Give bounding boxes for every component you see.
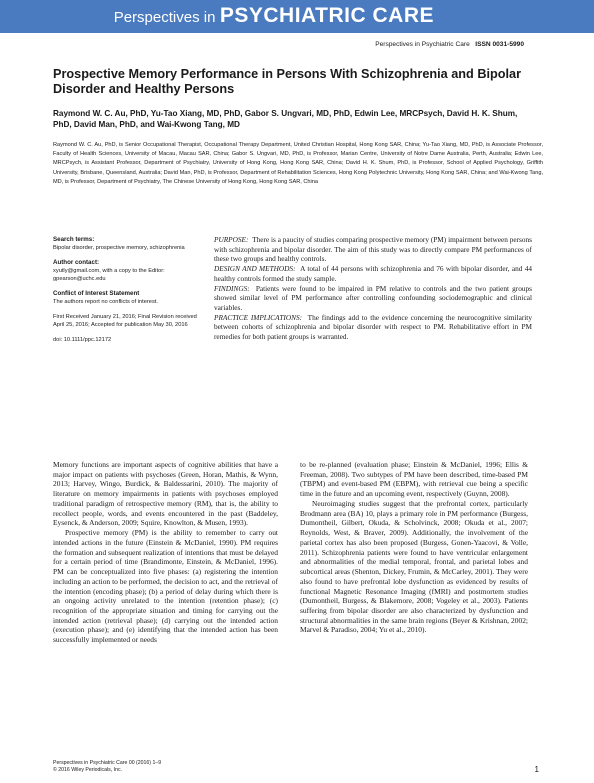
body-column-right xyxy=(300,460,528,635)
journal-logo-title: PSYCHIATRIC CARE xyxy=(219,4,434,27)
journal-issn: ISSN 0031-5990 xyxy=(475,41,524,48)
abstract-findings xyxy=(214,284,532,313)
abstract-purpose-text: There is a paucity of studies comparing prospective memory (PM) impairment between persons with schizophrenia and bipolar disorder. The aim of this study was to directly compare PM performances of these two groups and healthy controls. xyxy=(214,235,532,264)
body-column-left xyxy=(53,460,278,645)
conflict-block xyxy=(53,290,203,306)
abstract-practice-label: PRACTICE IMPLICATIONS: xyxy=(214,312,303,322)
journal-issn-line xyxy=(375,41,524,48)
article-authors: Raymond W. C. Au, PhD, Yu-Tao Xiang, MD, PhD, Gabor S. Ungvari, MD, PhD, Edwin Lee, MRCPsych, David H. K. Shum, PhD, David Man, PhD, and Wai-Kwong Tang, MD xyxy=(53,109,518,129)
abstract-practice xyxy=(214,313,532,342)
article-sidebar xyxy=(53,236,203,351)
journal-banner xyxy=(0,0,594,33)
conflict-heading: Conflict of Interest Statement xyxy=(53,290,140,297)
search-terms-heading: Search terms: xyxy=(53,236,95,243)
journal-logo xyxy=(114,4,434,28)
footer-citation: Perspectives in Psychiatric Care 00 (2016) 1–9 xyxy=(53,760,162,766)
page-footer xyxy=(53,760,161,774)
body-paragraph: Neuroimaging studies suggest that the prefrontal cortex, particularly Brodmann area (BA) 10, plays a primary role in PM performance (Burgess, Dumontheil, Gilbert, Okuda, & Scholvinck, 2008; Okuda et al., 2007; Reynolds, West, & Braver, 2009). Additionally, the involvement of the parietal cortex has also been proposed (Burgess, Gonen-Yaacovi, & Volle, 2011). Schizophrenia patients were found to have ventricular enlargement and abnormalities of the medial temporal, frontal, and parietal lobes and subcortical areas (Shenton, Dickey, Frumin, & McCarley, 2001). They were also found to have prefrontal lobe dysfunction as evidenced by results of functional Magnetic Resonance Imaging (fMRI) and postmortem studies (Dumontheil, Burgess, & Blakemore, 2008; Vogeley et al., 2003). Patients suffering from bipolar disorder are also characterized by dysfunction and structural abnormalities in the same brain regions (Beyer & Krishnan, 2002; Marvel & Paradiso, 2004; Yu et al., 2010). xyxy=(300,498,528,635)
abstract-findings-text: Patients were found to be impaired in PM relative to controls and the two patient groups showed similar level of PM performance after controlling confounding sociodemographic and clinical variables. xyxy=(214,283,532,312)
search-terms-block xyxy=(53,236,203,252)
author-affiliations: Raymond W. C. Au, PhD, is Senior Occupational Therapist, Occupational Therapy Department, United Christian Hospital, Hong Kong SAR, China; Yu-Tao Xiang, MD, PhD, is Associate Professor, Faculty of Health Sciences, University of Macau, Macau SAR, China; Gabor S. Ungvari, MD, PhD, is Professor, Marian Centre, University of Notre Dame Australia, Perth, Australia; Edwin Lee, MRCPsych, is Assistant Professor, Department of Psychiatry, University of Hong Kong, Hong Kong SAR, China; David H. K. Shum, PhD, is Professor, School of Applied Psychology, Griffith University, Brisbane, Queensland, Australia; David Man, PhD, is Professor, Department of Rehabilitation Sciences, Hong Kong Polytechnic University, Hong Kong SAR, China; and Wai-Kwong Tang, MD, is Professor, Department of Psychiatry, The Chinese University of Hong Kong, Hong Kong SAR, China xyxy=(53,142,543,185)
body-paragraph: Prospective memory (PM) is the ability to remember to carry out intended actions in the future (Einstein & McDaniel, 1990). PM requires the formation and subsequent realization of intentions that must be delayed for a certain period of time (Brandimonte, Einstein, & McDaniel, 1996). PM can be conceptualized into five phases: (a) registering the intention including an action to be performed, the decision to act, and the retrieval of the intention (encoding phase); (b) a period of delay during which there is an ongoing activity unrelated to the intention (retention phase); (c) recognition of the appropriate situation and timing for carrying out the intended action (retrieval phase); (d) carrying out the intended action (execution phase); and (e) identifying that the intended action has been successfully implemented or needs xyxy=(53,528,278,645)
conflict-statement: The authors report no conflicts of interest. xyxy=(53,299,158,305)
page-number: 1 xyxy=(534,765,539,774)
received-dates: First Received January 21, 2016; Final Revision received April 25, 2016; Accepted for publication May 30, 2016 xyxy=(53,314,197,328)
doi-link[interactable]: doi: 10.1111/ppc.12172 xyxy=(53,337,112,343)
abstract-findings-label: FINDINGS: xyxy=(214,283,250,293)
journal-name: Perspectives in Psychiatric Care xyxy=(375,41,470,48)
abstract-purpose xyxy=(214,235,532,264)
abstract-design-text: A total of 44 persons with schizophrenia and 76 with bipolar disorder, and 44 healthy controls formed the study sample. xyxy=(214,264,532,283)
body-paragraph: to be re-planned (evaluation phase; Einstein & McDaniel, 1996; Ellis & Freeman, 2008). Two subtypes of PM have been described, time-based PM (TBPM) and event-based PM (EBPM), with retrieval cue being a specific time in the future and an upcoming event, respectively (Guynn, 2008). xyxy=(300,460,528,499)
abstract-practice-text: The findings add to the evidence concerning the neurocognitive similarity between cohorts of schizophrenia and bipolar disorder with respect to PM. Rehabilitative effort in PM remedies for both patient groups is warranted. xyxy=(214,312,532,342)
author-contact: xyutly@gmail.com, with a copy to the Editor: gpearson@uchc.edu xyxy=(53,268,165,282)
abstract-design xyxy=(214,264,532,283)
body-paragraph: Memory functions are important aspects of cognitive abilities that have a major impact on patients with psychoses (Green, Horan, Mathis, & Wynn, 2013; Harvey, Wingo, Burdick, & Baldessarini, 2010). The majority of literature on memory impairments in patients with psychoses employed traditional paradigm of retrospective memory (RM), that is, the ability to recollect people, words, and events encountered in the past (Baddeley, Eysenck, & Anderson, 2009; Squire, Knowlton, & Musen, 1993). xyxy=(53,460,278,528)
footer-copyright: © 2016 Wiley Periodicals, Inc. xyxy=(53,766,122,773)
author-contact-heading: Author contact: xyxy=(53,259,100,266)
search-terms: Bipolar disorder, prospective memory, schizophrenia xyxy=(53,245,185,251)
abstract xyxy=(214,235,532,342)
article-title: Prospective Memory Performance in Persons With Schizophrenia and Bipolar Disorder and Healthy Persons xyxy=(53,67,522,97)
abstract-purpose-label: PURPOSE: xyxy=(214,235,249,244)
author-contact-block xyxy=(53,259,203,283)
journal-logo-prefix: Perspectives in xyxy=(113,9,216,26)
abstract-design-label: DESIGN AND METHODS: xyxy=(214,264,296,274)
